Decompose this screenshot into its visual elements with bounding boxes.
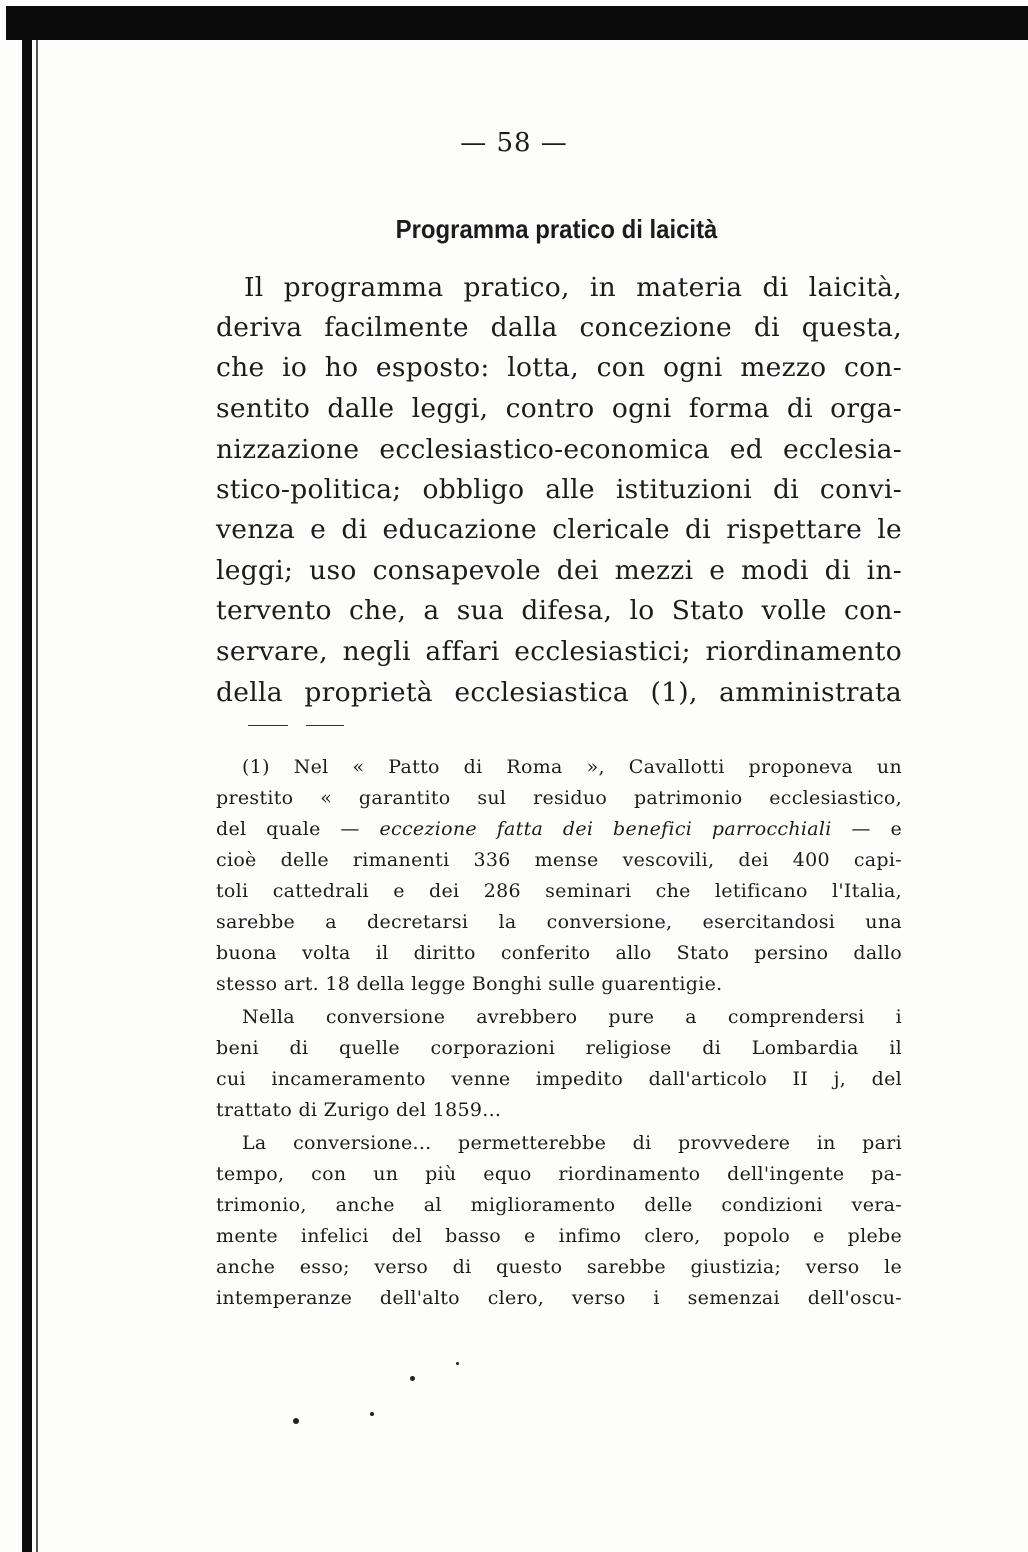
footnote-line: mente infelici del basso e infimo clero, popolo e plebe [216, 1225, 902, 1247]
footnote-line: prestito « garantito sul residuo patrimonio ecclesiastico, [216, 787, 902, 809]
footnote-separator [248, 720, 358, 732]
footnote-italic-text: eccezione fatta dei benefici parrocchiali [379, 818, 832, 840]
body-line: che io ho esposto: lotta, con ogni mezzo con- [216, 352, 902, 383]
scan-left-border-line [36, 40, 38, 1552]
body-line: venza e di educazione clericale di rispettare le [216, 514, 902, 545]
body-line: servare, negli affari ecclesiastici; riordinamento [216, 636, 902, 667]
scan-top-border [6, 6, 1028, 40]
footnote-line: stesso art. 18 della legge Bonghi sulle guarentigie. [216, 973, 723, 995]
body-line: tervento che, a sua difesa, lo Stato volle con- [216, 595, 902, 626]
footnote-text: del quale — [216, 818, 380, 840]
footnote-line: sarebbe a decretarsi la conversione, esercitandosi una [216, 911, 902, 933]
body-line: Il programma pratico, in materia di laicità, [244, 272, 902, 303]
page-number: — 58 — [460, 128, 568, 158]
footnote-line: toli cattedrali e dei 286 seminari che letificano l'Italia, [216, 880, 902, 902]
body-line: stico-politica; obbligo alle istituzioni di convi- [216, 474, 902, 505]
scan-speck [410, 1376, 415, 1381]
footnote-line: cioè delle rimanenti 336 mense vescovili, dei 400 capi- [216, 849, 902, 871]
footnote-line: Nella conversione avrebbero pure a comprendersi i [242, 1006, 902, 1028]
footnote-line: beni di quelle corporazioni religiose di Lombardia il [216, 1037, 902, 1059]
scan-speck [370, 1412, 374, 1416]
footnote-line: intemperanze dell'alto clero, verso i semenzai dell'oscu- [216, 1287, 902, 1309]
footnote-line: buona volta il diritto conferito allo Stato persino dallo [216, 942, 902, 964]
scan-speck [456, 1362, 459, 1365]
footnote-line: tempo, con un più equo riordinamento dell'ingente pa- [216, 1163, 902, 1185]
footnote-line: La conversione... permetterebbe di provvedere in pari [242, 1132, 902, 1154]
body-line: della proprietà ecclesiastica (1), amministrata [216, 677, 902, 708]
footnote-line: cui incameramento venne impedito dall'articolo II j, del [216, 1068, 902, 1090]
body-line: deriva facilmente dalla concezione di questa, [216, 312, 902, 343]
body-line: nizzazione ecclesiastico-economica ed ecclesia- [216, 434, 902, 465]
footnote-line [216, 814, 902, 845]
section-heading: Programma pratico di laicità [395, 214, 718, 244]
body-line: leggi; uso consapevole dei mezzi e modi di in- [216, 555, 902, 586]
footnote-line: anche esso; verso di questo sarebbe giustizia; verso le [216, 1256, 902, 1278]
footnote-line: trattato di Zurigo del 1859... [216, 1099, 502, 1121]
scan-speck [293, 1418, 299, 1424]
footnote-line: (1) Nel « Patto di Roma », Cavallotti proponeva un [242, 756, 902, 778]
scan-left-border [22, 40, 32, 1552]
body-line: sentito dalle leggi, contro ogni forma di orga- [216, 393, 902, 424]
footnote-text: — e [831, 818, 902, 840]
footnote-line: trimonio, anche al miglioramento delle condizioni vera- [216, 1194, 902, 1216]
